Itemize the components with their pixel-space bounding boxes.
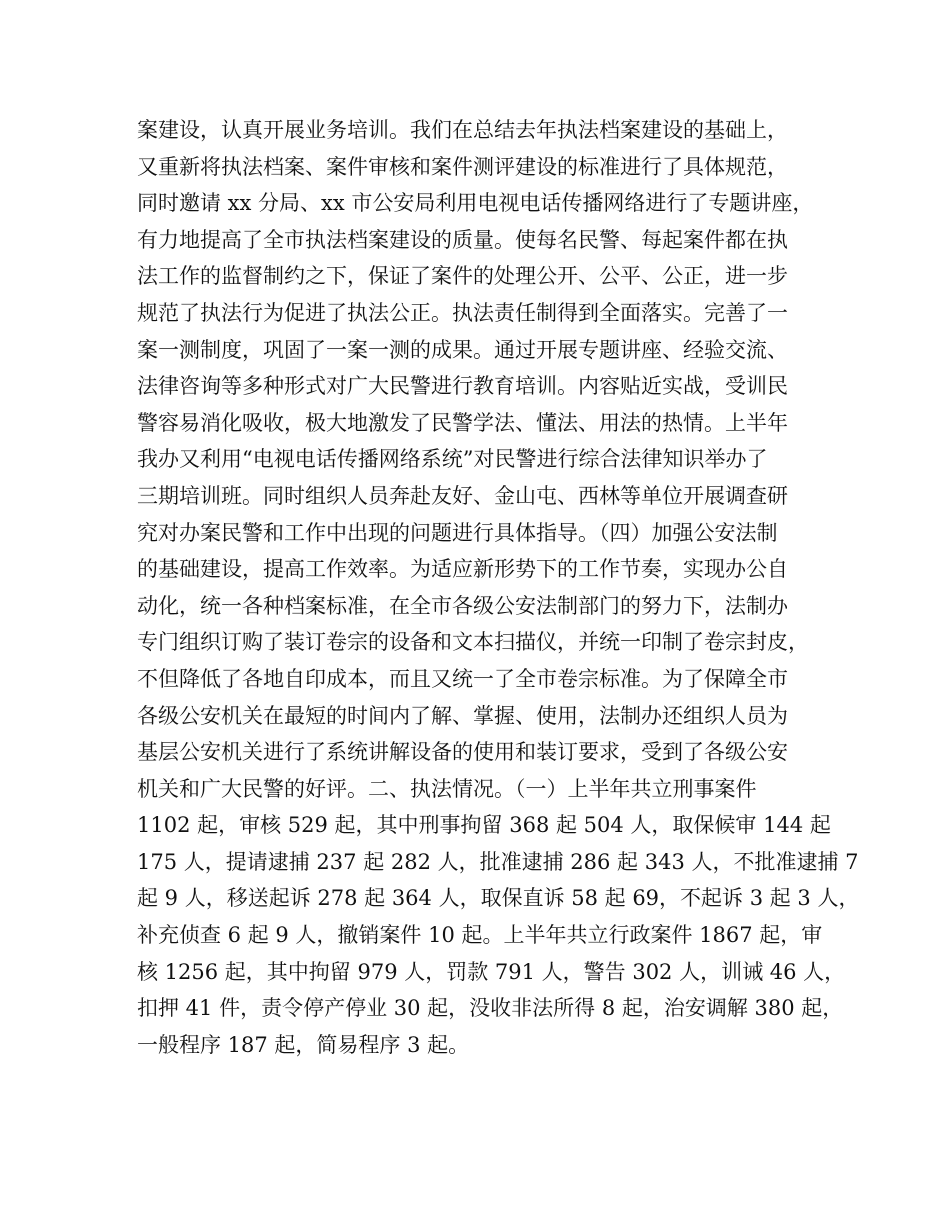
text-line: 三期培训班。同时组织人员奔赴友好、金山屯、西林等单位开展调查研 — [137, 483, 788, 508]
text-line: 175 人，提请逮捕 237 起 282 人，批准逮捕 286 起 343 人，不批准逮捕 7 — [137, 849, 859, 874]
text-line: 动化，统一各种档案标准，在全市各级公安法制部门的努力下，法制办 — [137, 593, 788, 618]
text-line: 不但降低了各地自印成本，而且又统一了全市卷宗标准。为了保障全市 — [137, 666, 788, 691]
text-line: 机关和广大民警的好评。二、执法情况。（一）上半年共立刑事案件 — [137, 776, 757, 801]
text-line: 1102 起，审核 529 起，其中刑事拘留 368 起 504 人，取保候审 144 起 — [137, 813, 831, 838]
text-line: 专门组织订购了装订卷宗的设备和文本扫描仪，并统一印制了卷宗封皮， — [137, 630, 809, 655]
text-line: 补充侦查 6 起 9 人，撤销案件 10 起。上半年共立行政案件 1867 起，审 — [137, 923, 823, 948]
text-line: 起 9 人，移送起诉 278 起 364 人，取保直诉 58 起 69，不起诉 3 起 3 人， — [137, 886, 860, 911]
text-line: 又重新将执法档案、案件审核和案件测评建设的标准进行了具体规范， — [137, 154, 788, 179]
text-line: 扣押 41 件，责令停产停业 30 起，没收非法所得 8 起，治安调解 380 起， — [137, 996, 844, 1021]
text-line: 一般程序 187 起，简易程序 3 起。 — [137, 1032, 470, 1057]
text-line: 基层公安机关进行了系统讲解设备的使用和装订要求，受到了各级公安 — [137, 740, 788, 765]
text-line: 我办又利用“电视电话传播网络系统”对民警进行综合法律知识举办了 — [137, 447, 768, 472]
text-line: 各级公安机关在最短的时间内了解、掌握、使用，法制办还组织人员为 — [137, 703, 788, 728]
text-line: 同时邀请 xx 分局、xx 市公安局利用电视电话传播网络进行了专题讲座， — [137, 191, 814, 216]
text-line: 的基础建设，提高工作效率。为适应新形势下的工作节奏，实现办公自 — [137, 557, 788, 582]
text-line: 法工作的监督制约之下，保证了案件的处理公开、公平、公正，进一步 — [137, 264, 788, 289]
text-line: 法律咨询等多种形式对广大民警进行教育培训。内容贴近实战，受训民 — [137, 374, 788, 399]
text-line: 有力地提高了全市执法档案建设的质量。使每名民警、每起案件都在执 — [137, 227, 788, 252]
text-line: 警容易消化吸收，极大地激发了民警学法、懂法、用法的热情。上半年 — [137, 410, 788, 435]
text-line: 核 1256 起，其中拘留 979 人，罚款 791 人，警告 302 人，训诫 46 人， — [137, 959, 846, 984]
text-line: 案一测制度，巩固了一案一测的成果。通过开展专题讲座、经验交流、 — [137, 337, 788, 362]
text-line: 究对办案民警和工作中出现的问题进行具体指导。（四）加强公安法制 — [137, 520, 778, 545]
text-line: 规范了执法行为促进了执法公正。执法责任制得到全面落实。完善了一 — [137, 300, 788, 325]
body-text — [137, 112, 860, 1063]
text-line: 案建设，认真开展业务培训。我们在总结去年执法档案建设的基础上， — [137, 118, 788, 142]
